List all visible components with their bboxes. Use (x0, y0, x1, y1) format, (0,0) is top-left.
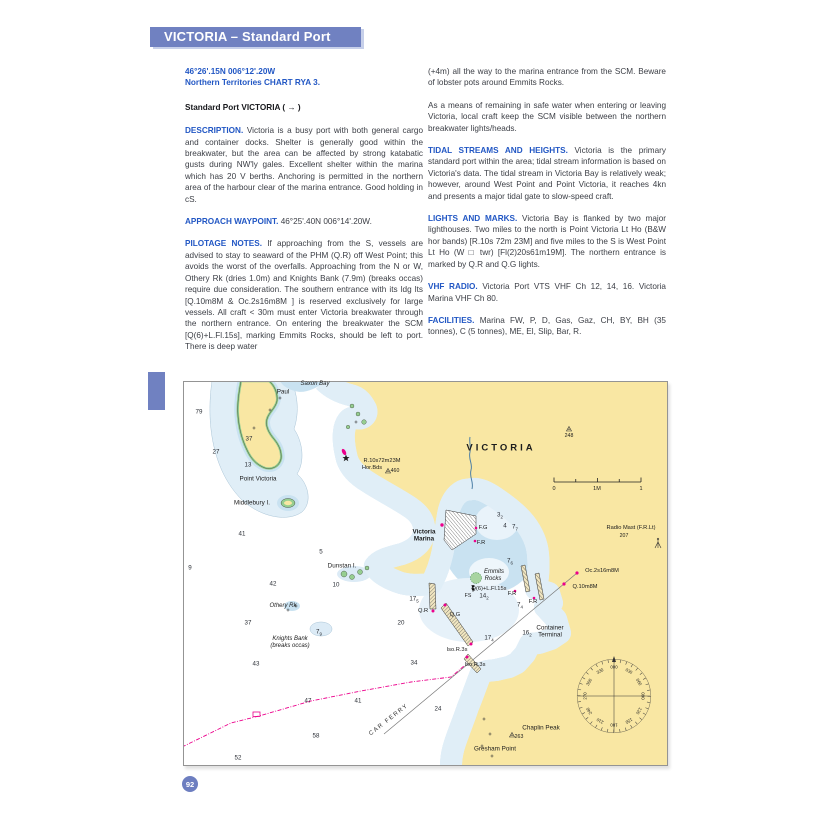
facilities-body: Marina FW, P, D, Gas, Gaz, CH, BY, BH (35 tonnes), C (5 tonnes), ME, El, Slip, Bar, R. (428, 315, 666, 337)
depth-sounding: 79 (195, 408, 203, 416)
chart-label: 150 (624, 717, 633, 726)
chart-label: 000 (610, 664, 618, 670)
description-paragraph (185, 125, 423, 205)
depth-sounding: $7_9$ (316, 628, 322, 637)
depth-sounding: 13 (244, 461, 252, 469)
chart-label: (breaks occas) (270, 643, 310, 649)
chart-label: 300 (584, 677, 593, 686)
chart-label: 263 (514, 734, 524, 740)
depth-sounding: 34 (410, 659, 418, 667)
depth-sounding: 24 (434, 705, 442, 713)
chart-label: Q.G (449, 612, 461, 618)
chart-label: Dunstan I. (327, 562, 357, 570)
tidal-body: Victoria is the primary standard port within the area; tidal stream information is based on Victoria's data. The tidal stream in Victoria Bay is relatively weak; however, around West Point and Point Victoria, it reaches 4kn and presents a major tidal gate to slow-speed craft. (428, 146, 666, 201)
tidal-heading: TIDAL STREAMS AND HEIGHTS. (428, 146, 568, 156)
pilotage-heading: PILOTAGE NOTES. (185, 239, 262, 249)
chart-label: 1 (639, 486, 643, 492)
depth-sounding: 37 (244, 619, 252, 627)
chart-label: 1M (593, 486, 601, 492)
lights-heading: LIGHTS AND MARKS. (428, 214, 518, 224)
chart-label: Knights Bank (272, 636, 308, 642)
depth-sounding: 9 (188, 564, 192, 572)
chart-reference: Northern Territories CHART RYA 3. (185, 78, 320, 88)
chart-label: 460 (390, 468, 400, 474)
continuation-paragraph: (+4m) all the way to the marina entrance from the SCM. Beware of lobster pots around Emmits Rocks. (428, 67, 666, 88)
chart-label: 120 (635, 706, 644, 715)
left-column (185, 66, 423, 364)
pilotage-paragraph (185, 238, 423, 352)
chart-label: CAR FERRY (368, 702, 410, 738)
depth-sounding: $7_4$ (517, 601, 523, 610)
safe-water-paragraph: As a means of remaining in safe water when entering or leaving Victoria, local craft keep the SCM visible between the northern breakwater lights/heads. (428, 100, 666, 133)
depth-sounding: 20 (397, 619, 405, 627)
depth-sounding: $7_7$ (512, 523, 518, 532)
harbour-chart (183, 381, 668, 766)
coords-line1: 46°26'.15N 006°12'.20W (185, 67, 276, 76)
chart-label: Point Victoria (239, 475, 277, 483)
depth-sounding: 27 (212, 448, 220, 456)
depth-sounding: 52 (234, 754, 242, 762)
facilities-paragraph (428, 315, 666, 338)
depth-sounding: 58 (312, 732, 320, 740)
depth-sounding: 5 (319, 548, 323, 556)
chart-label: F.R (476, 540, 486, 546)
chart-label: Marina (413, 535, 435, 543)
lights-paragraph (428, 213, 666, 270)
chart-label: Q.10m8M (572, 584, 598, 590)
chart-label: Terminal (538, 631, 562, 639)
chart-label: Radio Mast (F.R.Lt) (606, 525, 656, 531)
chart-label: 330 (595, 666, 604, 675)
chart-label: VICTORIA (466, 442, 536, 454)
chart-label: Container (536, 624, 564, 632)
chart-label: Rocks (484, 576, 502, 582)
page-title: VICTORIA – Standard Port (164, 29, 331, 44)
depth-sounding: $3_2$ (497, 511, 503, 520)
page-number-badge (182, 776, 198, 792)
page-header-band (150, 27, 361, 47)
page-number: 92 (185, 779, 195, 789)
chart-label: Q.R (417, 608, 429, 614)
depth-sounding: $16_2$ (522, 629, 532, 638)
waypoint-paragraph (185, 216, 423, 227)
port-coordinates (185, 66, 423, 89)
chart-label: FS (464, 593, 472, 599)
depth-sounding: $7_6$ (507, 557, 513, 566)
right-column (428, 66, 666, 349)
tidal-paragraph (428, 145, 666, 202)
chart-label: 180 (610, 722, 618, 728)
chart-label: Saxon Bay (300, 381, 330, 387)
chart-label: Middlebury I. (233, 499, 271, 507)
chart-label: 210 (595, 717, 604, 726)
chart-label: Emmits (484, 569, 504, 575)
waypoint-body: 46°25'.40N 006°14'.20W. (280, 217, 372, 227)
vhf-heading: VHF RADIO. (428, 282, 478, 292)
depth-sounding: 43 (252, 660, 260, 668)
vhf-paragraph (428, 281, 666, 304)
chart-label: F.R (528, 599, 538, 605)
vhf-body: Victoria Port VTS VHF Ch 12, 14, 16. Victoria Marina VHF Ch 80. (428, 282, 666, 303)
depth-sounding: 10 (332, 581, 340, 589)
chart-label: 248 (564, 433, 574, 439)
chart-label: Victoria (412, 528, 436, 536)
chart-label: F.G (478, 525, 488, 531)
depth-sounding: $14_2$ (479, 592, 489, 601)
description-body: Victoria is a busy port with both general cargo and container docks. Shelter is generally good within the breakwater, but the area can be affected by strong katabatic gusts during NW'ly gales. Excellent shelter within the marina which has 20 V berths. Anchoring is permitted in the northern area of the harbour clear of the marina entrance. Good holding in cS. (185, 126, 423, 204)
chart-label: Q(6)+L.Fl.15s (471, 586, 507, 592)
chart-label: Paul (276, 388, 290, 396)
chart-label: F.R (507, 591, 517, 597)
chart-label: 030 (624, 666, 633, 675)
chart-label: 0 (552, 486, 556, 492)
depth-sounding: 41 (238, 530, 246, 538)
depth-sounding: $17_4$ (484, 634, 494, 643)
chart-label: 060 (635, 677, 644, 686)
depth-sounding: 37 (245, 435, 253, 443)
chart-labels-layer (184, 382, 667, 765)
standard-port-line: Standard Port VICTORIA ( → ) (185, 102, 301, 112)
chart-label: Othery Rk (269, 603, 297, 609)
depth-sounding: 4 (503, 522, 507, 530)
chart-label: 090 (640, 692, 646, 700)
chart-label: Hor.Bds (361, 465, 383, 471)
chart-label: Iso.R.3s (464, 662, 486, 668)
section-side-tab (148, 372, 165, 410)
chart-label: 270 (582, 692, 588, 700)
lights-body: Victoria Bay is flanked by two major lighthouses. Two miles to the north is Point Victoria Lt Ho (B&W hor bands) [R.10s 72m 23M] and five miles to the S is West Point Lt Ho (W □ twr) [Fl(2)20s61m19M]. The northern entrance is marked by Q.R and Q.G lights. (428, 214, 666, 269)
pilotage-body: If approaching from the S, vessels are advised to stay to seaward of the PHM (Q.R) off West Point; this avoids the worst of the overfalls. Approaching from the N or W, Othery Rk (dries 1.0m) and Knights Bank (7.9m) (breaks occas) require due consideration. The southern entrance with its ldg lts [Q.10m8M & Oc.2s16m8M ] is reserved exclusively for large vessels. All craft < 30m must enter Victoria breakwater through the northern entrance. On entering the breakwater the SCM [Q(6)+L.Fl.15s], marking Emmits Rocks, should be left to port. There is deep water (185, 239, 424, 352)
chart-label: Chaplin Peak (522, 724, 560, 732)
chart-label: Oc.2s16m8M (585, 568, 619, 574)
depth-sounding: 47 (304, 697, 312, 705)
chart-label: Gresham Point (474, 745, 516, 753)
depth-sounding: $17_5$ (409, 595, 419, 604)
chart-label: Iso.R.3s (446, 647, 468, 653)
chart-label: 240 (584, 706, 593, 715)
chart-label: 207 (619, 533, 629, 539)
facilities-heading: FACILITIES. (428, 315, 475, 325)
waypoint-heading: APPROACH WAYPOINT. (185, 217, 279, 227)
depth-sounding: 42 (269, 580, 277, 588)
depth-sounding: 41 (354, 697, 362, 705)
chart-label: R.10s72m23M (363, 458, 401, 464)
description-heading: DESCRIPTION. (185, 126, 244, 136)
